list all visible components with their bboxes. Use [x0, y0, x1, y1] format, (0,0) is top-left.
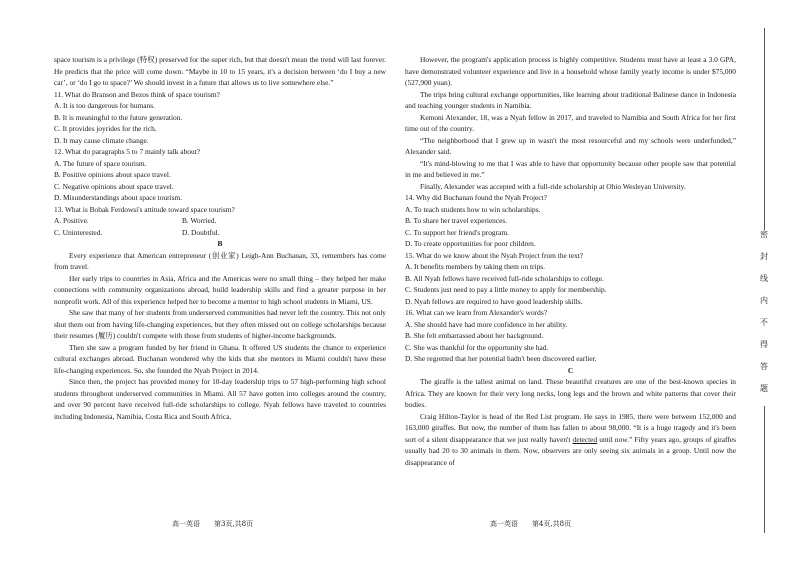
question-12: [54, 146, 386, 204]
option-b: B. Worried.: [182, 216, 217, 225]
footer-subject: 高一英语: [172, 520, 200, 528]
binding-char: 题: [760, 384, 768, 393]
option-c: C. She was thankful for the opportunity she had.: [405, 342, 549, 352]
passage-a-ending: space tourism is a privilege (特权) preserved for the super rich, but that doesn't mean the trend will last forever. He predicts that the price will come down. “Maybe in 10 to 15 years, it's a decision between ‘do I buy a new car’, or ‘do I go to space?’ We should invest in a future that allows us to live somewhere else.”: [54, 55, 386, 87]
options-row-1: [54, 215, 386, 227]
binding-char: 线: [760, 274, 768, 283]
paragraph: The giraffe is the tallest animal on land. These beautiful creatures are one of the best-known species in Africa. They are known for their very long necks, long legs and the brown and white patterns that cover their bodies.: [405, 377, 736, 409]
text-run: Craig Hilton-Taylor is head of the Red List program. He says in 1985, there were between 152,000 and 163,000 giraffes. But now, the number of them has fallen to about 98,000. “It is a huge tragedy and it's been sort of a silent disappearance that we just really haven't: [405, 411, 736, 444]
paragraph: Finally, Alexander was accepted with a full-ride scholarship at Ohio Wesleyan University.: [420, 181, 686, 191]
question-stem: 15. What do we know about the Nyah Project from the text?: [405, 250, 584, 260]
question-15: [405, 250, 736, 308]
option-c: C. It provides joyrides for the rich.: [54, 124, 157, 133]
question-stem: 16. What can we learn from Alexander's words?: [405, 308, 547, 317]
binding-char: 封: [760, 252, 768, 261]
option-b: B. Positive opinions about space travel.: [54, 170, 171, 179]
question-14: [405, 192, 736, 250]
question-stem: 13. What is Bobak Ferdowsi's attitude toward space tourism?: [54, 204, 235, 214]
footer-left: [172, 519, 253, 529]
question-stem: 14. Why did Buchanan found the Nyah Project?: [405, 193, 547, 202]
option-c: C. Uninterested.: [54, 227, 103, 237]
binding-char: 密: [760, 230, 768, 239]
paragraph: Then she saw a program funded by her friend in Ghana. It offered US students the chance to experience cultural exchanges abroad. Buchanan wondered why the kids that she mentors in Miami couldn't have these life-changing experiences. So, she founded the Nyah Project in 2014.: [54, 342, 386, 375]
option-d: D. Misunderstandings about space tourism.: [54, 193, 183, 202]
paragraph: However, the program's application process is highly competitive. Students must have at least a 3.0 GPA, have demonstrated volunteer experience and live in a household whose family yearly income is under $75,000 (527,900 yuan).: [405, 55, 736, 87]
option-a: A. To teach students how to win scholarships.: [405, 204, 541, 214]
binding-char: 不: [760, 318, 768, 327]
option-b: B. To share her travel experiences.: [405, 216, 508, 225]
option-c: C. To support her friend's program.: [405, 227, 509, 237]
question-13: [54, 204, 386, 239]
text-run: until now.” Fifty years ago, groups of giraffes usually had 20 to 30 animals in them. Now, observers are only seeing six animals in a group. Until now the disappearance of: [405, 434, 736, 467]
option-b: B. She felt embarrassed about her background.: [405, 331, 544, 340]
option-d: D. She regretted that her potential hadn't been discovered earlier.: [405, 354, 597, 363]
paragraph: Since then, the project has provided money for 10-day leadership trips to 57 high-performing high school students throughout underserved communities in Miami. All 57 have gotten into colleges around the country, and over 90 percent have received full-ride scholarships to college. Nyah fellows have traveled to countries including Indonesia, Namibia, Costa Rica and South Africa.: [54, 377, 386, 421]
option-b: B. It is meaningful to the future generation.: [54, 112, 183, 122]
paragraph: Her early trips to countries in Asia, Africa and the Americas were no small thing – they helped her make connections with community organizations abroad, build leadership skills and find a greater purpose in her nonprofit work. All of this experience helped her to become a mentor to high school students in Miami, US.: [54, 273, 386, 306]
paragraph: “It's mind-blowing to me that I was able to have that opportunity because other people saw that potential in me and believed in me.”: [405, 158, 736, 179]
option-c: C. Students just need to pay a little money to apply for membership.: [405, 285, 607, 294]
footer-subject: 高一英语: [490, 520, 518, 528]
question-stem: 11. What do Branson and Bezos think of space tourism?: [54, 89, 220, 99]
section-heading-c: C: [567, 365, 574, 375]
binding-notice: [752, 230, 776, 406]
option-a: A. Positive.: [54, 216, 89, 225]
binding-char: 得: [760, 340, 768, 349]
question-stem: 12. What do paragraphs 5 to 7 mainly talk about?: [54, 147, 200, 156]
option-a: A. The future of space tourism.: [54, 158, 147, 168]
option-d: D. Doubtful.: [182, 227, 220, 237]
paragraph: “The neighborhood that I grew up in wasn't the most resourceful and my schools were underfunded,” Alexander said.: [405, 135, 736, 156]
question-11: [54, 89, 386, 147]
option-d: D. Nyah fellows are required to have good leadership skills.: [405, 296, 583, 306]
paragraph: She saw that many of her students from underserved communities had never left the country. This not only shut them out from having life-changing experiences, but they often missed out on college scholarships because their resumes (履历) couldn't compete with those from students of higher-income backgrounds.: [54, 308, 386, 340]
binding-char: 内: [760, 296, 768, 305]
right-column: [405, 54, 736, 468]
question-16: [405, 307, 736, 365]
option-d: D. It may cause climate change.: [54, 135, 149, 145]
footer-page-number: 第4页,共8页: [532, 520, 572, 528]
paragraph: The trips bring cultural exchange opportunities, like learning about traditional Balinese dance in Indonesia and teaching younger students in Namibia.: [405, 89, 736, 110]
footer-right: [490, 519, 571, 529]
binding-margin: [740, 0, 794, 561]
paragraph: Kemoni Alexander, 18, was a Nyah fellow in 2017, and traveled to Namibia and South Africa for her first time out of the country.: [405, 112, 736, 133]
option-c: C. Negative opinions about space travel.: [54, 181, 174, 191]
options-row-2: [54, 227, 386, 239]
option-a: A. It is too dangerous for humans.: [54, 101, 155, 110]
option-a: A. It benefits members by taking them on trips.: [405, 262, 545, 271]
paragraph: [405, 411, 736, 469]
option-d: D. To create opportunities for poor children.: [405, 239, 536, 248]
paragraph: Every experience that American entrepreneur (创业家) Leigh-Ann Buchanan, 33, remembers has come from travel.: [54, 250, 386, 271]
option-b: B. All Nyah fellows have received full-ride scholarships to college.: [405, 273, 604, 283]
left-column: [54, 54, 386, 422]
section-heading-b: B: [217, 239, 223, 248]
footer-page-number: 第3页,共8页: [214, 520, 254, 528]
underlined-word: detected: [572, 434, 598, 444]
option-a: A. She should have had more confidence in her ability.: [405, 319, 568, 329]
binding-char: 答: [760, 362, 768, 371]
